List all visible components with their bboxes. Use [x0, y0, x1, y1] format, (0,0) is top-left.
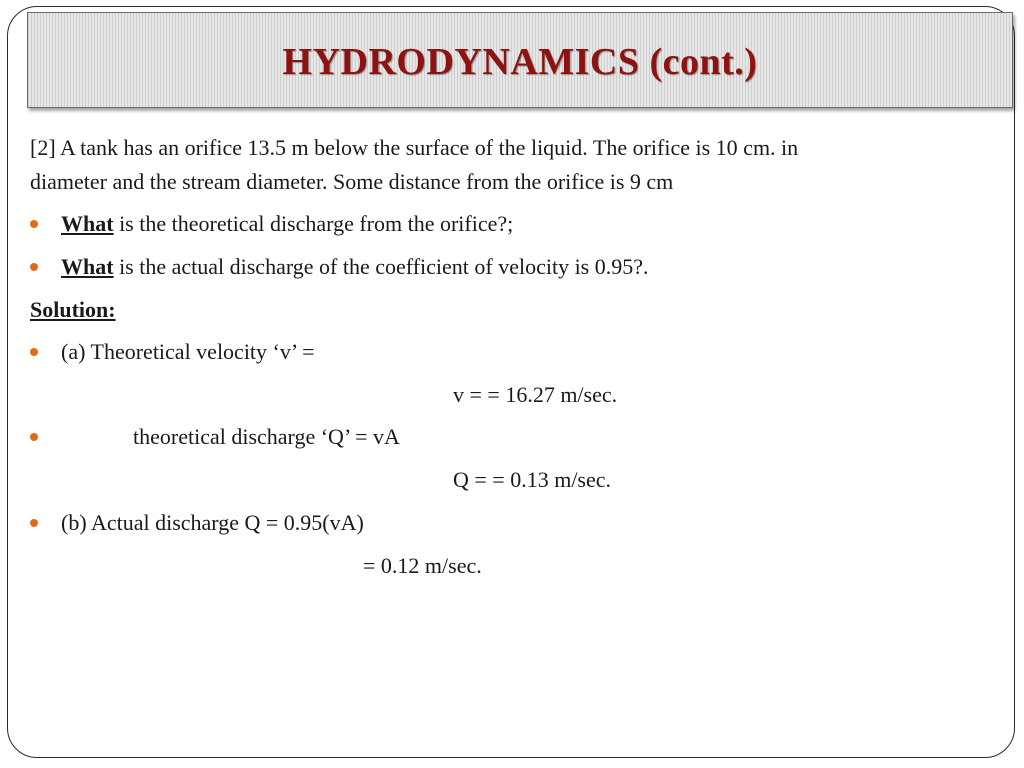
- velocity-result: v = = 16.27 m/sec.: [453, 382, 618, 407]
- title-bar: [27, 12, 1013, 108]
- slide-title: HYDRODYNAMICS (cont.): [282, 41, 758, 83]
- bullet-dot: [30, 348, 38, 356]
- discharge-result: Q = = 0.13 m/sec.: [453, 467, 612, 492]
- bullet-dot: [30, 263, 38, 271]
- question-2-text: is the actual discharge of the coefficient of velocity is 0.95?.: [113, 254, 649, 279]
- bullet-dot: [30, 519, 38, 527]
- actual-discharge-result: = 0.12 m/sec.: [363, 553, 482, 578]
- question-1: [61, 208, 513, 240]
- bullet-dot: [30, 220, 38, 228]
- question-1-keyword: What: [61, 211, 114, 236]
- bullet-dot: [30, 433, 38, 441]
- step-a-label: (a) Theoretical velocity ‘v’ =: [61, 339, 315, 364]
- discharge-label: theoretical discharge ‘Q’ = vA: [133, 424, 400, 449]
- problem-line-1: [2] A tank has an orifice 13.5 m below the surface of the liquid. The orifice is 10 cm. in: [30, 135, 799, 160]
- step-b-label: (b) Actual discharge Q = 0.95(vA): [61, 510, 364, 535]
- question-2: [61, 251, 649, 283]
- question-1-text: is the theoretical discharge from the orifice?;: [113, 211, 514, 236]
- solution-heading: Solution:: [30, 297, 116, 322]
- question-2-keyword: What: [61, 254, 114, 279]
- problem-line-2: diameter and the stream diameter. Some distance from the orifice is 9 cm: [30, 169, 674, 194]
